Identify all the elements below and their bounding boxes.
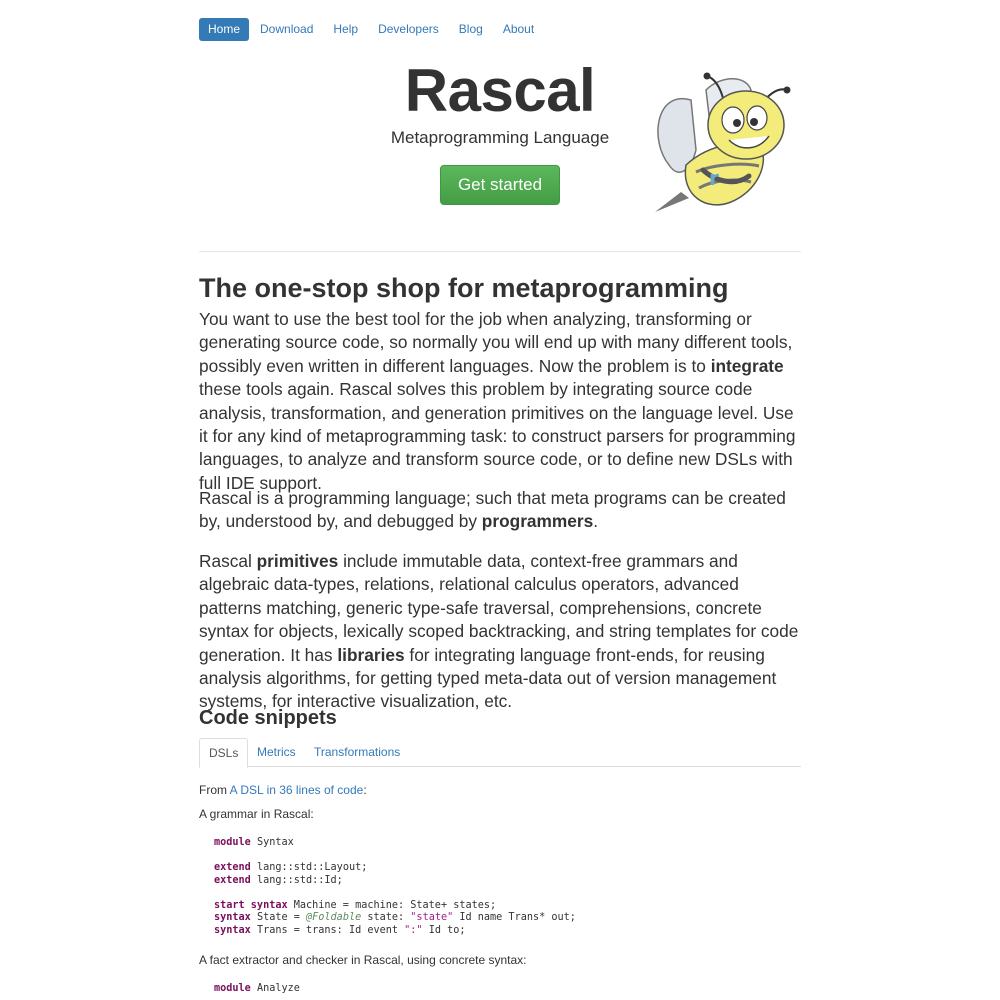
nav-about[interactable]: About — [502, 21, 535, 36]
code-keyword: syntax — [214, 924, 251, 936]
nav-help[interactable]: Help — [333, 21, 359, 36]
code-text: State = — [250, 912, 307, 923]
code-text: state: — [361, 912, 411, 923]
svg-text:r: r — [709, 166, 719, 190]
intro-bold-integrate: integrate — [710, 355, 784, 376]
code-text: lang::std::Layout; — [250, 862, 368, 873]
code-keyword: start syntax — [214, 899, 288, 911]
intro-text-1: You want to use the best tool for the job when analyzing, transforming or generating source code, so normally you will end up with many different tools, possibly even written in different languages. Now the problem is to — [199, 309, 793, 376]
source-line — [199, 782, 367, 798]
hero-divider — [199, 251, 801, 252]
primitives-paragraph — [199, 550, 801, 714]
dsl-36-lines-link[interactable]: A DSL in 36 lines of code — [229, 783, 364, 797]
code-string: ":" — [404, 924, 423, 936]
primitives-text-2: include immutable data, context-free grammars and algebraic data-types, relations, relational calculus operators, advanced patterns matching, generic type-safe traversal, comprehensions, concrete syntax for objects, lexically scoped backtracking, and string templates for code generation. It has — [199, 551, 799, 665]
code-keyword: module — [214, 837, 251, 848]
code-keyword: syntax — [214, 912, 251, 923]
rascal-bee-mascot-icon — [651, 70, 801, 215]
hero-subtitle: Metaprogramming Language — [390, 128, 610, 147]
grammar-caption: A grammar in Rascal: — [199, 807, 314, 821]
language-bold-programmers: programmers — [481, 511, 594, 532]
primitives-text-1: Rascal — [199, 551, 257, 571]
intro-paragraph — [199, 308, 801, 495]
code-keyword: extend — [214, 874, 251, 886]
nav-download[interactable]: Download — [260, 21, 314, 36]
code-text: Id name Trans* out; — [453, 912, 576, 923]
tab-dsls[interactable]: DSLs — [199, 738, 248, 768]
top-nav — [199, 17, 545, 41]
code-text: Analyze — [250, 983, 300, 994]
nav-blog[interactable]: Blog — [458, 21, 483, 36]
snippet-tabs — [199, 738, 801, 767]
nav-developers[interactable]: Developers — [378, 21, 439, 36]
main-heading: The one-stop shop for metaprogramming — [199, 273, 729, 303]
source-prefix: From — [199, 783, 230, 797]
primitives-text-3: for integrating language front-ends, for reusing analysis algorithms, for getting typed meta-data out of version management systems, for interactive visualization, etc. — [199, 644, 777, 712]
code-snippets-heading: Code snippets — [199, 707, 337, 729]
tab-metrics[interactable]: Metrics — [257, 745, 296, 759]
get-started-button[interactable]: Get started — [440, 165, 560, 205]
extractor-code-block — [214, 983, 300, 996]
intro-text-2: these tools again. Rascal solves this problem by integrating source code analysis, transformation, and generation primitives on the language level. Use it for any kind of metaprogramming task: to construct parsers for programming languages, to analyze and transform source code, or to define new DSLs with full IDE support. — [199, 379, 796, 493]
code-text: Id to; — [422, 924, 466, 936]
primitives-bold-primitives: primitives — [256, 551, 339, 571]
tab-transformations[interactable]: Transformations — [314, 745, 401, 759]
grammar-code-block — [214, 837, 576, 937]
hero-title: Rascal — [404, 57, 596, 124]
code-keyword: module — [214, 983, 251, 994]
language-text-1: Rascal is a programming language; such that meta programs can be created by, understood by, and debugged by — [199, 488, 786, 532]
code-text: Syntax — [250, 837, 294, 848]
language-paragraph — [199, 487, 801, 534]
code-text: Trans = trans: Id event — [250, 924, 405, 936]
code-text: lang::std::Id; — [250, 874, 343, 886]
code-text: Machine = machine: State+ states; — [287, 899, 497, 911]
code-string: "state" — [410, 912, 454, 923]
source-suffix: : — [363, 783, 367, 797]
nav-home[interactable]: Home — [199, 18, 249, 41]
code-annotation: @Foldable — [306, 912, 362, 923]
extractor-caption: A fact extractor and checker in Rascal, using concrete syntax: — [199, 953, 527, 967]
language-text-2: . — [593, 511, 599, 532]
primitives-bold-libraries: libraries — [337, 644, 405, 665]
code-keyword: extend — [214, 862, 251, 873]
